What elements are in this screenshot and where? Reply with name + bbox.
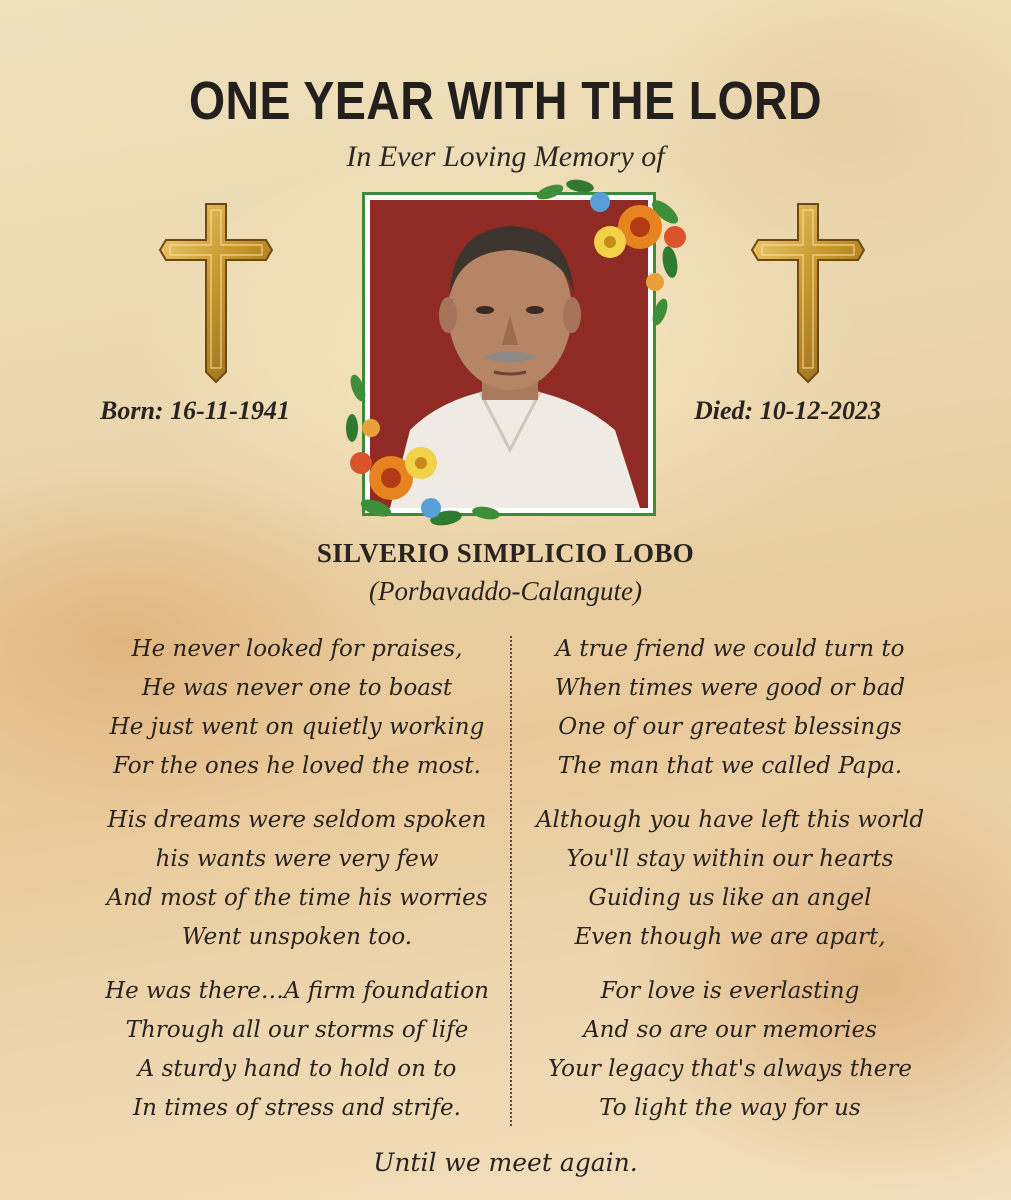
poem-stanza bbox=[495, 972, 965, 1128]
floral-decoration bbox=[520, 172, 700, 342]
person-name: SILVERIO SIMPLICIO LOBO bbox=[316, 538, 695, 568]
poem-line: And so are our memories bbox=[583, 1017, 877, 1043]
poem-line: And most of the time his worries bbox=[106, 885, 488, 911]
poem-line: For the ones he loved the most. bbox=[113, 753, 481, 779]
poem-line: You'll stay within our hearts bbox=[566, 846, 894, 872]
poem-line: He was there…A firm foundation bbox=[105, 978, 489, 1004]
poem-stanza bbox=[495, 801, 965, 957]
poem-stanza bbox=[62, 801, 532, 957]
poem-line: A sturdy hand to hold on to bbox=[137, 1056, 457, 1082]
floral-decoration bbox=[336, 368, 516, 538]
memory-subtitle: In Ever Loving Memory of bbox=[346, 140, 665, 173]
died-date: Died: 10-12-2023 bbox=[694, 396, 882, 425]
poem-stanza bbox=[62, 630, 532, 786]
poem-line: When times were good or bad bbox=[554, 675, 906, 701]
poem-line: He just went on quietly working bbox=[109, 714, 485, 740]
poem-line: In times of stress and strife. bbox=[133, 1095, 461, 1121]
poem-line: One of our greatest blessings bbox=[558, 714, 902, 740]
poem-column-right bbox=[495, 630, 965, 1128]
poem-line: Through all our storms of life bbox=[125, 1017, 469, 1043]
person-place: (Porbavaddo-Calangute) bbox=[369, 576, 642, 606]
poem-line: To light the way for us bbox=[599, 1095, 861, 1121]
poem-line: For love is everlasting bbox=[600, 978, 860, 1004]
born-date: Born: 16-11-1941 bbox=[100, 396, 290, 425]
poem-line: The man that we called Papa. bbox=[557, 753, 903, 779]
poem-stanza bbox=[62, 972, 532, 1128]
poem-line: Although you have left this world bbox=[535, 807, 925, 833]
poem-line: Your legacy that's always there bbox=[547, 1056, 913, 1082]
cross-icon bbox=[746, 196, 870, 386]
poem-line: Even though we are apart, bbox=[574, 924, 886, 950]
poem-stanza bbox=[495, 630, 965, 786]
poem-line: His dreams were seldom spoken bbox=[107, 807, 487, 833]
poem-line: Guiding us like an angel bbox=[588, 885, 872, 911]
poem-line: He never looked for praises, bbox=[131, 636, 463, 662]
poem-line: A true friend we could turn to bbox=[555, 636, 905, 662]
cross-icon bbox=[154, 196, 278, 386]
page-title: ONE YEAR WITH THE LORD bbox=[189, 71, 822, 131]
poem-line: his wants were very few bbox=[155, 846, 439, 872]
poem-line: Went unspoken too. bbox=[181, 924, 413, 950]
closing-line: Until we meet again. bbox=[373, 1148, 638, 1177]
poem-line: He was never one to boast bbox=[141, 675, 453, 701]
poem-column-left bbox=[62, 630, 532, 1128]
